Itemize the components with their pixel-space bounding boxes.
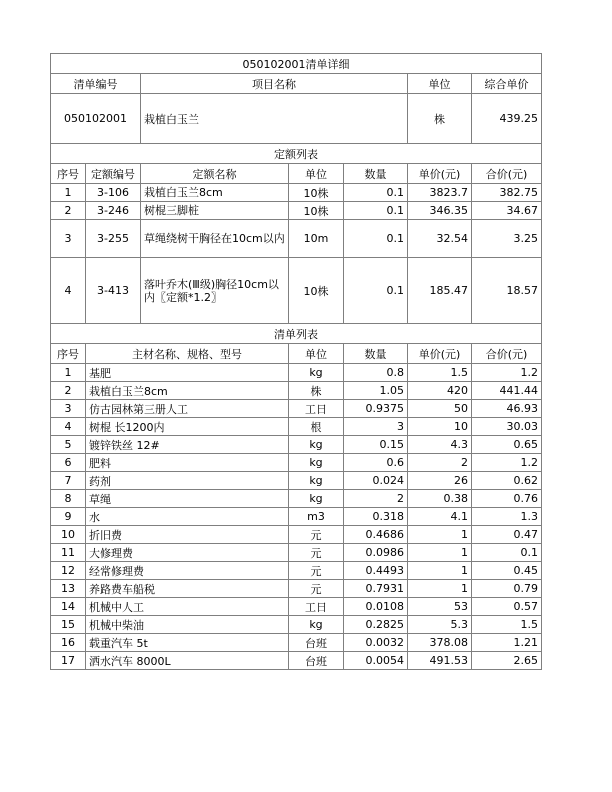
material-cell: 3 [344,418,408,436]
material-cell: 11 [51,544,86,562]
quota-cell: 栽植白玉兰8cm [141,184,289,202]
material-row [51,472,542,490]
quota-header-cell: 定额编号 [86,164,141,184]
material-cell: 0.62 [472,472,542,490]
material-section-title: 清单列表 [51,324,542,344]
material-row [51,634,542,652]
material-cell: 5.3 [408,616,472,634]
quota-cell: 3-246 [86,202,141,220]
material-cell: 4 [51,418,86,436]
material-row [51,490,542,508]
material-cell: 1 [408,544,472,562]
material-header-cell: 合价(元) [472,344,542,364]
quota-cell: 草绳绕树干胸径在10cm以内 [141,220,289,258]
material-cell: 1.2 [472,454,542,472]
quota-section-title: 定额列表 [51,144,542,164]
material-cell: 0.4493 [344,562,408,580]
quota-cell: 3 [51,220,86,258]
material-cell: 栽植白玉兰8cm [86,382,289,400]
material-header-cell: 序号 [51,344,86,364]
material-cell: 0.318 [344,508,408,526]
material-row [51,598,542,616]
material-cell: kg [289,472,344,490]
quota-cell: 32.54 [408,220,472,258]
material-cell: 420 [408,382,472,400]
material-cell: 机械中柴油 [86,616,289,634]
material-cell: 机械中人工 [86,598,289,616]
quota-cell: 0.1 [344,184,408,202]
material-row [51,508,542,526]
material-row [51,382,542,400]
material-cell: 13 [51,580,86,598]
material-cell: 491.53 [408,652,472,670]
material-cell: 草绳 [86,490,289,508]
material-cell: 0.6 [344,454,408,472]
material-cell: 15 [51,616,86,634]
material-row [51,580,542,598]
material-cell: 洒水汽车 8000L [86,652,289,670]
material-cell: 12 [51,562,86,580]
quota-header-row [51,164,542,184]
quota-cell: 3-255 [86,220,141,258]
material-cell: 1 [408,562,472,580]
material-cell: 元 [289,526,344,544]
material-cell: 树棍 长1200内 [86,418,289,436]
quota-cell: 树棍三脚桩 [141,202,289,220]
quota-cell: 0.1 [344,220,408,258]
quota-row [51,258,542,324]
material-cell: 1.5 [472,616,542,634]
quota-row [51,202,542,220]
material-cell: 0.0054 [344,652,408,670]
material-cell: 10 [408,418,472,436]
quota-header-cell: 序号 [51,164,86,184]
material-row [51,364,542,382]
material-cell: 0.7931 [344,580,408,598]
material-cell: 药剂 [86,472,289,490]
material-cell: 元 [289,544,344,562]
material-cell: 3 [51,400,86,418]
quota-cell: 18.57 [472,258,542,324]
material-cell: 4.3 [408,436,472,454]
material-cell: 0.1 [472,544,542,562]
material-row [51,526,542,544]
header-col-name: 项目名称 [141,74,408,94]
header-col-unit: 单位 [408,74,472,94]
quota-cell: 3.25 [472,220,542,258]
quota-cell: 0.1 [344,258,408,324]
material-cell: 根 [289,418,344,436]
material-cell: 1.5 [408,364,472,382]
material-cell: 株 [289,382,344,400]
material-cell: 0.4686 [344,526,408,544]
material-cell: 元 [289,562,344,580]
quota-cell: 10株 [289,202,344,220]
quota-cell: 34.67 [472,202,542,220]
quota-cell: 382.75 [472,184,542,202]
material-cell: 0.57 [472,598,542,616]
quota-row [51,184,542,202]
material-cell: 肥料 [86,454,289,472]
material-row [51,544,542,562]
material-cell: 14 [51,598,86,616]
material-cell: 53 [408,598,472,616]
header-col-code: 清单编号 [51,74,141,94]
material-cell: 4.1 [408,508,472,526]
material-cell: 16 [51,634,86,652]
material-cell: m3 [289,508,344,526]
material-cell: 17 [51,652,86,670]
page-title: 050102001清单详细 [51,54,542,74]
bill-code: 050102001 [51,94,141,144]
quota-cell: 185.47 [408,258,472,324]
material-cell: 台班 [289,634,344,652]
quota-cell: 4 [51,258,86,324]
material-cell: 1 [408,526,472,544]
material-cell: 0.45 [472,562,542,580]
material-row [51,616,542,634]
material-cell: 0.024 [344,472,408,490]
quota-cell: 0.1 [344,202,408,220]
material-cell: 26 [408,472,472,490]
material-cell: 441.44 [472,382,542,400]
quota-cell: 2 [51,202,86,220]
quota-cell: 10m [289,220,344,258]
material-cell: 1 [408,580,472,598]
material-cell: 1.21 [472,634,542,652]
bill-name: 栽植白玉兰 [141,94,408,144]
material-header-cell: 单价(元) [408,344,472,364]
material-cell: 2.65 [472,652,542,670]
material-cell: 0.65 [472,436,542,454]
material-cell: 6 [51,454,86,472]
quota-header-cell: 数量 [344,164,408,184]
material-cell: 0.0032 [344,634,408,652]
material-row [51,454,542,472]
material-cell: 5 [51,436,86,454]
material-cell: 0.8 [344,364,408,382]
material-header-cell: 单位 [289,344,344,364]
quota-cell: 10株 [289,258,344,324]
quota-cell: 3-106 [86,184,141,202]
material-cell: 2 [51,382,86,400]
material-cell: 8 [51,490,86,508]
material-header-row [51,344,542,364]
material-cell: 10 [51,526,86,544]
material-cell: kg [289,436,344,454]
material-row [51,652,542,670]
quota-cell: 10株 [289,184,344,202]
quota-cell: 3823.7 [408,184,472,202]
material-cell: 50 [408,400,472,418]
material-cell: 元 [289,580,344,598]
material-cell: 大修理费 [86,544,289,562]
material-header-cell: 主材名称、规格、型号 [86,344,289,364]
quota-header-cell: 单价(元) [408,164,472,184]
quota-cell: 1 [51,184,86,202]
material-cell: 基肥 [86,364,289,382]
material-cell: 0.0986 [344,544,408,562]
material-cell: 46.93 [472,400,542,418]
quota-cell: 3-413 [86,258,141,324]
material-row [51,418,542,436]
material-cell: 工日 [289,400,344,418]
quota-header-cell: 合价(元) [472,164,542,184]
material-cell: 2 [408,454,472,472]
material-cell: 工日 [289,598,344,616]
quota-header-cell: 单位 [289,164,344,184]
bill-detail-table [50,53,542,670]
material-cell: 7 [51,472,86,490]
quota-cell: 落叶乔木(Ⅲ级)胸径10cm以内〖定额*1.2〗 [141,258,289,324]
material-cell: 0.2825 [344,616,408,634]
material-cell: 0.9375 [344,400,408,418]
material-cell: 1.05 [344,382,408,400]
material-cell: 1.2 [472,364,542,382]
material-cell: 水 [86,508,289,526]
material-cell: 0.38 [408,490,472,508]
material-cell: 台班 [289,652,344,670]
material-cell: 0.76 [472,490,542,508]
material-cell: 0.15 [344,436,408,454]
quota-row [51,220,542,258]
material-cell: 0.47 [472,526,542,544]
material-cell: kg [289,364,344,382]
material-cell: 30.03 [472,418,542,436]
bill-unit: 株 [408,94,472,144]
material-cell: kg [289,490,344,508]
quota-header-cell: 定额名称 [141,164,289,184]
material-cell: 经常修理费 [86,562,289,580]
material-cell: 2 [344,490,408,508]
bill-price: 439.25 [472,94,542,144]
material-cell: 1.3 [472,508,542,526]
material-cell: 养路费车船税 [86,580,289,598]
material-cell: kg [289,616,344,634]
material-cell: 镀锌铁丝 12# [86,436,289,454]
material-cell: 0.0108 [344,598,408,616]
material-cell: 载重汽车 5t [86,634,289,652]
header-col-price: 综合单价 [472,74,542,94]
quota-cell: 346.35 [408,202,472,220]
material-cell: 9 [51,508,86,526]
material-header-cell: 数量 [344,344,408,364]
material-cell: 0.79 [472,580,542,598]
material-cell: kg [289,454,344,472]
material-row [51,436,542,454]
material-cell: 折旧费 [86,526,289,544]
material-cell: 仿古园林第三册人工 [86,400,289,418]
material-cell: 378.08 [408,634,472,652]
material-cell: 1 [51,364,86,382]
material-row [51,400,542,418]
material-row [51,562,542,580]
